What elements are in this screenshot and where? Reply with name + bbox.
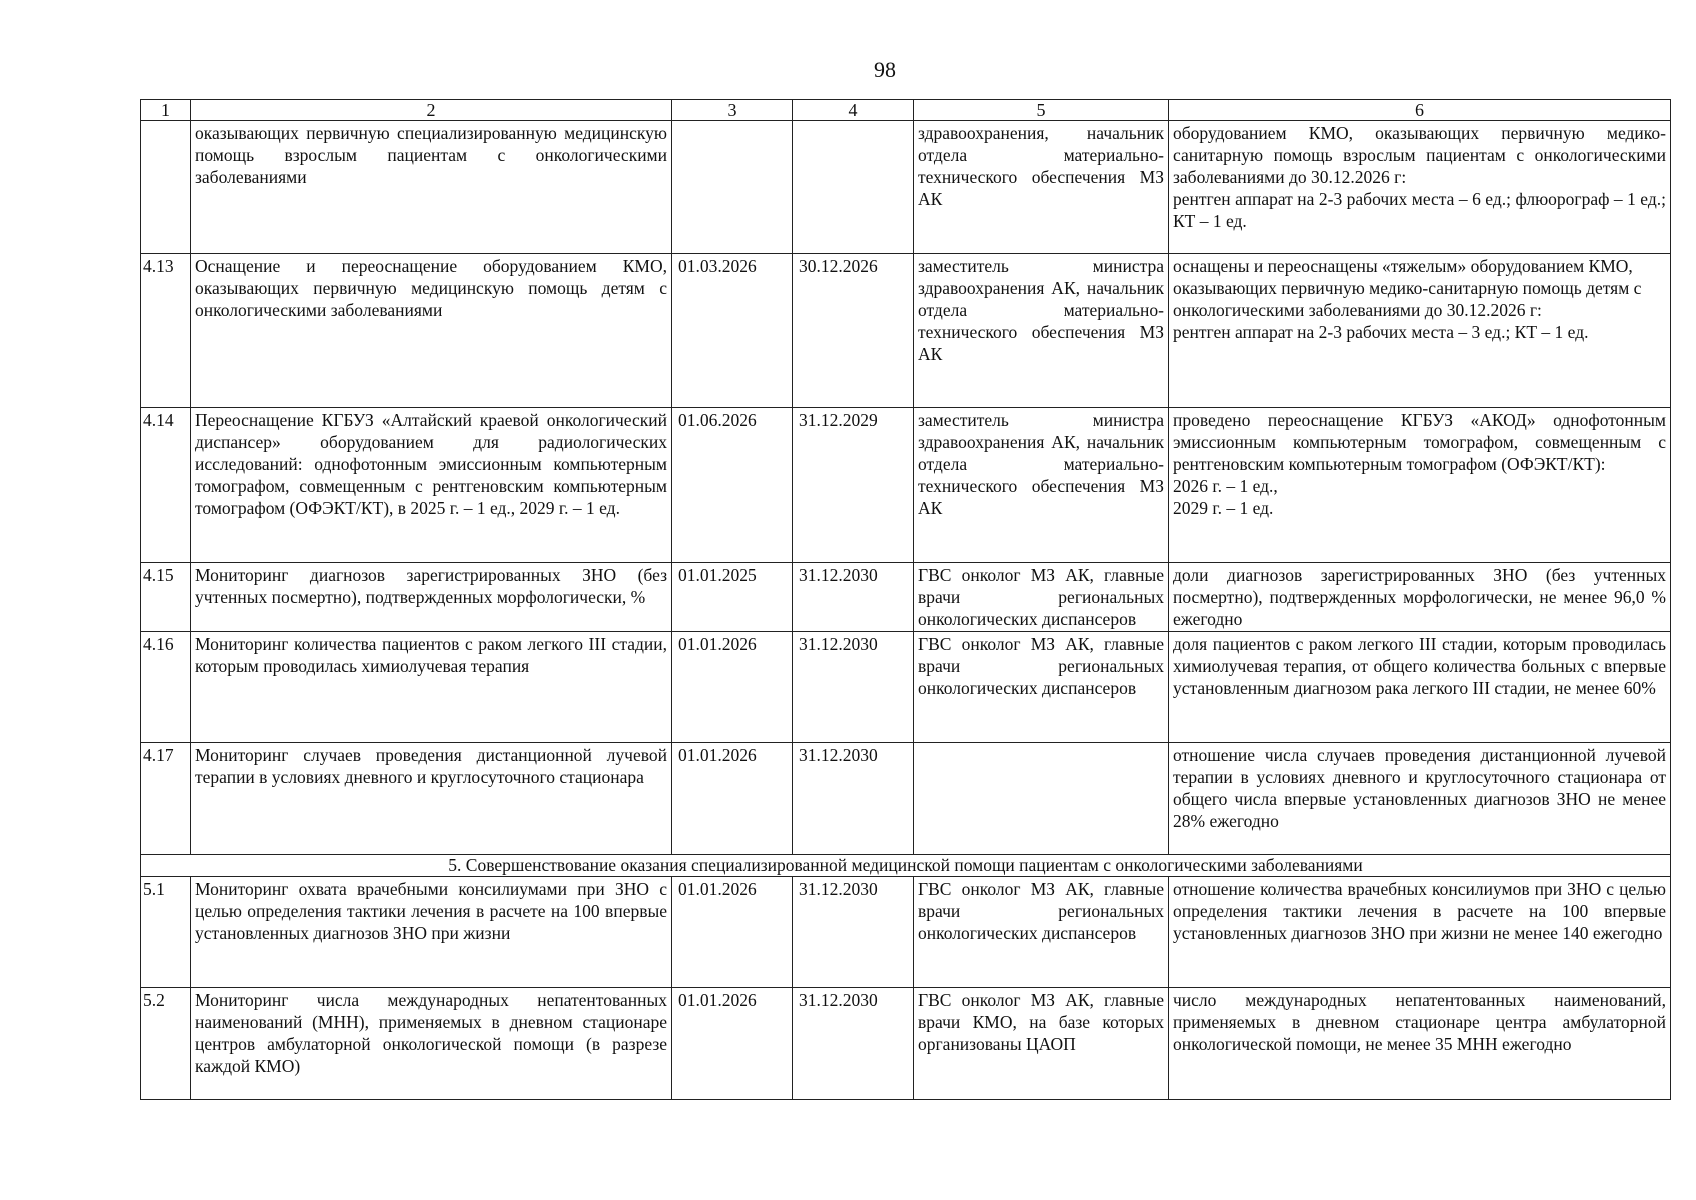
- result-cell: [1169, 121, 1671, 254]
- end-date-cell: [793, 121, 914, 254]
- start-date-cell: 01.01.2026: [672, 632, 793, 743]
- activity-cell: Мониторинг числа международных непатентованных наименований (МНН), применяемых в дневном стационаре центров амбулаторной онкологической помощи (в разрезе каждой КМО): [191, 988, 672, 1100]
- action-plan-table: [140, 99, 1671, 1100]
- responsible-cell: ГВС онколог МЗ АК, главные врачи региональных онкологических диспансеров: [914, 632, 1169, 743]
- activity-cell: Мониторинг охвата врачебными консилиумами при ЗНО с целью определения тактики лечения в расчете на 100 впервые установленных диагнозов ЗНО при жизни: [191, 877, 672, 988]
- table-row: [141, 563, 1671, 632]
- column-number: 4: [793, 100, 914, 121]
- table-row: [141, 743, 1671, 855]
- end-date-cell: 30.12.2026: [793, 254, 914, 408]
- table-row: [141, 988, 1671, 1100]
- result-text: оборудованием КМО, оказывающих первичную медико-санитарную помощь взрослым пациентам с онкологическими заболеваниями до 30.12.2026 г: рентген аппарат на 2-3 рабочих места – 6 ед.; флюорограф – 1 ед.; КТ – 1 ед.: [1173, 123, 1666, 231]
- end-date-cell: 31.12.2030: [793, 743, 914, 855]
- activity-cell: Мониторинг случаев проведения дистанционной лучевой терапии в условиях дневного и круглосуточного стационара: [191, 743, 672, 855]
- responsible-cell: заместитель министра здравоохранения АК, начальник отдела материально-технического обеспечения МЗ АК: [914, 254, 1169, 408]
- start-date-cell: [672, 121, 793, 254]
- end-date-cell: 31.12.2030: [793, 988, 914, 1100]
- end-date-cell: 31.12.2030: [793, 632, 914, 743]
- row-number: 4.14: [141, 408, 191, 563]
- start-date-cell: 01.06.2026: [672, 408, 793, 563]
- column-number: 1: [141, 100, 191, 121]
- start-date-cell: 01.01.2026: [672, 743, 793, 855]
- result-cell: отношение числа случаев проведения дистанционной лучевой терапии в условиях дневного и круглосуточного стационара от общего числа впервые установленных диагнозов ЗНО не менее 28% ежегодно: [1169, 743, 1671, 855]
- activity-cell: Мониторинг количества пациентов с раком легкого III стадии, которым проводилась химиолучевая терапия: [191, 632, 672, 743]
- end-date-cell: 31.12.2030: [793, 563, 914, 632]
- result-text: оснащены и переоснащены «тяжелым» оборудованием КМО, оказывающих первичную медико-санитарную помощь детям с онкологическими заболеваниями до 30.12.2026 г: рентген аппарат на 2-3 рабочих места – 3 ед.; КТ – 1 ед.: [1173, 256, 1642, 342]
- column-number-row: [141, 100, 1671, 121]
- row-number: 5.1: [141, 877, 191, 988]
- page-number: 98: [874, 57, 896, 82]
- start-date-cell: 01.01.2026: [672, 877, 793, 988]
- result-cell: отношение количества врачебных консилиумов при ЗНО с целью определения тактики лечения в расчете на 100 впервые установленных диагнозов ЗНО при жизни не менее 140 ежегодно: [1169, 877, 1671, 988]
- column-number: 3: [672, 100, 793, 121]
- start-date-cell: 01.01.2025: [672, 563, 793, 632]
- activity-cell: Мониторинг диагнозов зарегистрированных ЗНО (без учтенных посмертно), подтвержденных морфологически, %: [191, 563, 672, 632]
- end-date-cell: 31.12.2029: [793, 408, 914, 563]
- result-cell: число международных непатентованных наименований, применяемых в дневном стационаре центра амбулаторной онкологической помощи, не менее 35 МНН ежегодно: [1169, 988, 1671, 1100]
- activity-cell: Переоснащение КГБУЗ «Алтайский краевой онкологический диспансер» оборудованием для радиологических исследований: однофотонным эмиссионным компьютерным томографом, совмещенным с рентгеновским компьютерным томографом (ОФЭКТ/КТ), в 2025 г. – 1 ед., 2029 г. – 1 ед.: [191, 408, 672, 563]
- table-row: [141, 254, 1671, 408]
- column-number: 6: [1169, 100, 1671, 121]
- activity-cell: оказывающих первичную специализированную медицинскую помощь взрослым пациентам с онкологическими заболеваниями: [191, 121, 672, 254]
- result-cell: доля пациентов с раком легкого III стадии, которым проводилась химиолучевая терапия, от общего количества больных с впервые установленным диагнозом рака легкого III стадии, не менее 60%: [1169, 632, 1671, 743]
- row-number: [141, 121, 191, 254]
- end-date-cell: 31.12.2030: [793, 877, 914, 988]
- start-date-cell: 01.03.2026: [672, 254, 793, 408]
- result-text: проведено переоснащение КГБУЗ «АКОД» однофотонным эмиссионным компьютерным томографом, совмещенным с рентгеновским компьютерным томографом (ОФЭКТ/КТ): 2026 г. – 1 ед., 2029 г. – 1 ед.: [1173, 410, 1666, 518]
- section-row: [141, 855, 1671, 877]
- responsible-cell: ГВС онколог МЗ АК, главные врачи региональных онкологических диспансеров: [914, 877, 1169, 988]
- responsible-cell: здравоохранения, начальник отдела материально-технического обеспечения МЗ АК: [914, 121, 1169, 254]
- result-cell: [1169, 254, 1671, 408]
- start-date-cell: 01.01.2026: [672, 988, 793, 1100]
- row-number: 4.17: [141, 743, 191, 855]
- responsible-cell: заместитель министра здравоохранения АК, начальник отдела материально-технического обеспечения МЗ АК: [914, 408, 1169, 563]
- result-cell: [1169, 408, 1671, 563]
- responsible-cell: ГВС онколог МЗ АК, главные врачи КМО, на базе которых организованы ЦАОП: [914, 988, 1169, 1100]
- row-number: 5.2: [141, 988, 191, 1100]
- column-number: 2: [191, 100, 672, 121]
- column-number: 5: [914, 100, 1169, 121]
- table-row: [141, 632, 1671, 743]
- table-row: [141, 408, 1671, 563]
- activity-cell: Оснащение и переоснащение оборудованием КМО, оказывающих первичную медицинскую помощь детям с онкологическими заболеваниями: [191, 254, 672, 408]
- table-row: [141, 877, 1671, 988]
- row-number: 4.15: [141, 563, 191, 632]
- table-row: [141, 121, 1671, 254]
- row-number: 4.16: [141, 632, 191, 743]
- responsible-cell: ГВС онколог МЗ АК, главные врачи региональных онкологических диспансеров: [914, 563, 1169, 632]
- section-title: 5. Совершенствование оказания специализированной медицинской помощи пациентам с онкологическими заболеваниями: [141, 855, 1671, 877]
- row-number: 4.13: [141, 254, 191, 408]
- responsible-cell: [914, 743, 1169, 855]
- result-cell: доли диагнозов зарегистрированных ЗНО (без учтенных посмертно), подтвержденных морфологически, не менее 96,0 % ежегодно: [1169, 563, 1671, 632]
